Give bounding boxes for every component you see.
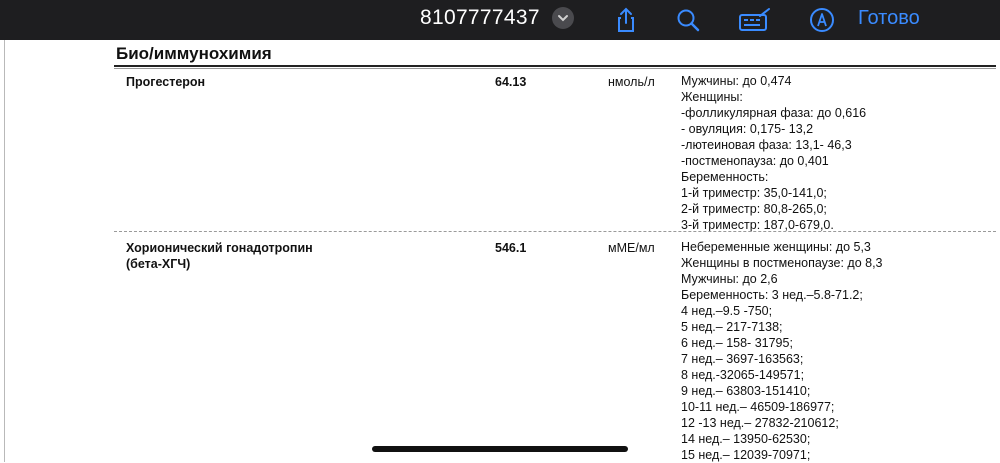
reference-line: 5 нед.– 217-7138;: [681, 320, 783, 334]
reference-line: 14 нед.– 13950-62530;: [681, 432, 811, 446]
test-value: 64.13: [495, 75, 527, 89]
document-title[interactable]: 8107777437: [420, 6, 540, 29]
test-name: [126, 240, 376, 272]
reference-line: 2-й триместр: 80,8-265,0;: [681, 202, 827, 216]
test-name-line: Хорионический гонадотропин: [126, 241, 313, 255]
reference-line: Женщины:: [681, 90, 743, 104]
home-indicator[interactable]: [372, 446, 628, 452]
page-edge: [4, 40, 5, 462]
reference-line: 10-11 нед.– 46509-186977;: [681, 400, 835, 414]
reference-line: Мужчины: до 2,6: [681, 272, 778, 286]
reference-line: 9 нед.– 63803-151410;: [681, 384, 811, 398]
test-name: Прогестерон: [126, 75, 206, 89]
reference-line: Беременность:: [681, 170, 769, 184]
reference-line: 8 нед.-32065-149571;: [681, 368, 805, 382]
chevron-down-icon[interactable]: [552, 7, 574, 29]
reference-line: -лютеиновая фаза: 13,1- 46,3: [681, 138, 852, 152]
reference-line: 12 -13 нед.– 27832-210612;: [681, 416, 839, 430]
section-divider: [114, 65, 996, 67]
reference-line: - овуляция: 0,175- 13,2: [681, 122, 814, 136]
reference-range: [681, 239, 991, 463]
reference-range: [681, 73, 991, 233]
row-separator: [114, 231, 996, 232]
share-icon[interactable]: [612, 6, 640, 34]
test-name-line: (бета-ХГЧ): [126, 257, 191, 271]
pen-icon[interactable]: [808, 6, 836, 34]
reference-line: 4 нед.–9.5 -750;: [681, 304, 773, 318]
reference-line: 7 нед.– 3697-163563;: [681, 352, 804, 366]
reference-line: 3-й триместр: 187,0-679,0.: [681, 218, 834, 232]
reference-line: Женщины в постменопаузе: до 8,3: [681, 256, 883, 270]
section-title: Био/иммунохимия: [116, 44, 272, 63]
test-unit: нмоль/л: [608, 75, 655, 89]
top-toolbar: [0, 0, 1000, 40]
reference-line: Мужчины: до 0,474: [681, 74, 792, 88]
reference-line: Беременность: 3 нед.–5.8-71.2;: [681, 288, 863, 302]
done-button[interactable]: Готово: [858, 7, 920, 29]
test-unit: мМЕ/мл: [608, 241, 655, 255]
search-icon[interactable]: [674, 6, 702, 34]
markup-icon[interactable]: [738, 6, 772, 34]
reference-line: -фолликулярная фаза: до 0,616: [681, 106, 867, 120]
reference-line: 15 нед.– 12039-70971;: [681, 448, 811, 462]
reference-line: 1-й триместр: 35,0-141,0;: [681, 186, 827, 200]
reference-line: 6 нед.– 158- 31795;: [681, 336, 793, 350]
reference-line: Небеременные женщины: до 5,3: [681, 240, 871, 254]
test-value: 546.1: [495, 241, 527, 255]
reference-line: -постменопауза: до 0,401: [681, 154, 829, 168]
section-divider-thin: [114, 68, 996, 69]
